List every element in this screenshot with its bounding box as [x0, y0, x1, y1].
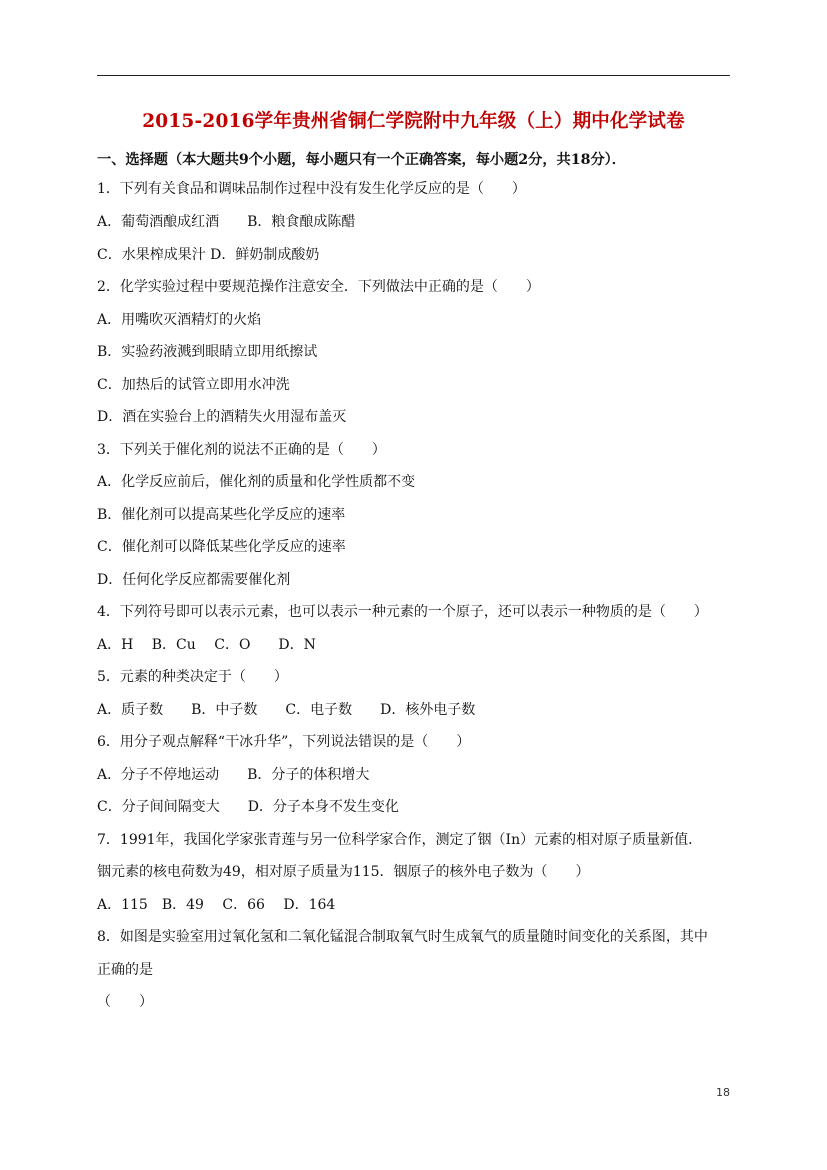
question-line: A．115 B．49 C．66 D．164: [97, 897, 336, 913]
question-line: A．分子不停地运动 B．分子的体积增大: [97, 767, 370, 783]
question-line: C．分子间间隔变大 D．分子本身不发生变化: [97, 799, 399, 815]
section-heading: 一、选择题（本大题共9个小题，每小题只有一个正确答案，每小题2分，共18分）．: [97, 152, 626, 168]
question-line: （ ）: [97, 994, 153, 1010]
question-line: A．质子数 B．中子数 C．电子数 D．核外电子数: [97, 702, 476, 718]
question-line: C．加热后的试管立即用水冲洗: [97, 377, 290, 393]
question-line: 正确的是: [97, 962, 153, 978]
page-title: 2015-2016学年贵州省铜仁学院附中九年级（上）期中化学试卷: [142, 111, 685, 132]
page-number: 18: [716, 1086, 730, 1099]
question-line: A．H B．Cu C．O D．N: [97, 637, 316, 653]
question-line: 6．用分子观点解释“干冰升华”，下列说法错误的是（ ）: [97, 734, 471, 750]
question-line: D．酒在实验台上的酒精失火用湿布盖灭: [97, 409, 347, 425]
question-line: 1．下列有关食品和调味品制作过程中没有发生化学反应的是（ ）: [97, 181, 526, 197]
question-line: 4．下列符号即可以表示元素，也可以表示一种元素的一个原子，还可以表示一种物质的是（ ）: [97, 604, 708, 620]
question-line: 8．如图是实验室用过氧化氢和二氧化锰混合制取氧气时生成氧气的质量随时间变化的关系图，其中: [97, 929, 708, 945]
question-line: 铟元素的核电荷数为49，相对原子质量为115．铟原子的核外电子数为（ ）: [97, 864, 590, 880]
question-line: A．葡萄酒酿成红酒 B．粮食酿成陈醋: [97, 214, 356, 230]
question-line: 2．化学实验过程中要规范操作注意安全．下列做法中正确的是（ ）: [97, 279, 540, 295]
question-line: D．任何化学反应都需要催化剂: [97, 572, 291, 588]
question-line: 5．元素的种类决定于（ ）: [97, 669, 288, 685]
question-line: A．化学反应前后，催化剂的质量和化学性质都不变: [97, 474, 416, 490]
question-line: B．实验药液溅到眼睛立即用纸擦试: [97, 344, 318, 360]
question-line: 7．1991年，我国化学家张青莲与另一位科学家合作，测定了铟（In）元素的相对原子质量新值．: [97, 832, 703, 848]
question-line: A．用嘴吹灭酒精灯的火焰: [97, 312, 262, 328]
header-rule: [97, 75, 730, 76]
question-line: C．催化剂可以降低某些化学反应的速率: [97, 539, 346, 555]
question-line: 3．下列关于催化剂的说法不正确的是（ ）: [97, 442, 386, 458]
question-line: B．催化剂可以提高某些化学反应的速率: [97, 507, 346, 523]
question-line: C．水果榨成果汁 D．鲜奶制成酸奶: [97, 247, 320, 263]
